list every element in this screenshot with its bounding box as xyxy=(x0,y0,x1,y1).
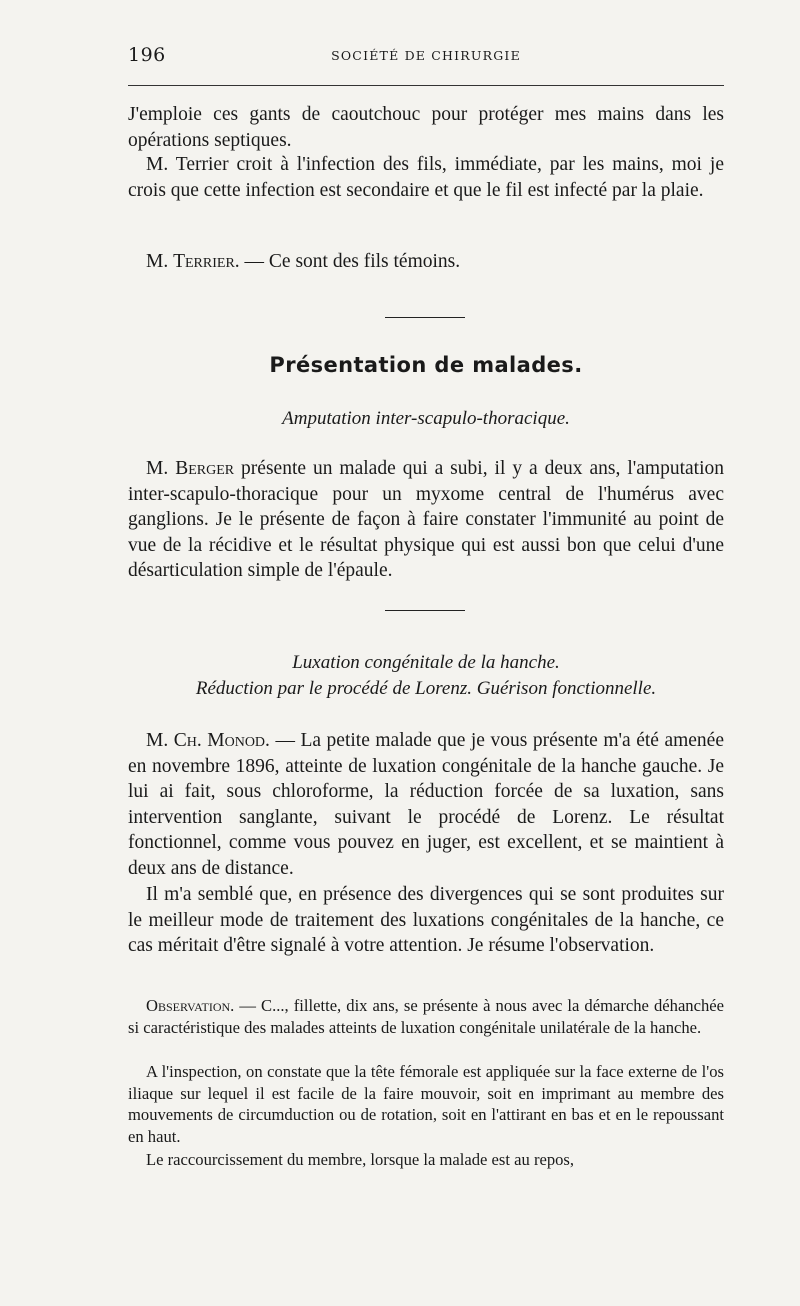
case2-title-line-1: Luxation congénitale de la hanche. xyxy=(292,652,560,673)
intro-paragraph-1: J'emploie ces gants de caoutchouc pour protéger mes mains dans les opérations septiques. xyxy=(128,104,724,151)
observation-text: . — C..., fillette, dix ans, se présente à nous avec la démarche déhanchée si caractéristique des malades atteints de luxation congénitale unilatérale de la hanche. xyxy=(128,996,724,1037)
page-number: 196 xyxy=(128,44,166,66)
case2-title-line-2: Réduction par le procédé de Lorenz. Guérison fonctionnelle. xyxy=(195,678,657,699)
case1-paragraph xyxy=(128,456,724,584)
book-page xyxy=(128,40,724,1169)
terrier-text: . — Ce sont des fils témoins. xyxy=(234,251,461,272)
observation-label: Observation xyxy=(146,996,231,1015)
case1-text: présente un malade qui a subi, il y a deux ans, l'amputation inter-scapulo-thoracique pour un myxome central de l'humérus avec ganglions. Je le présente de façon à faire constater l'immunité au point de vue de la récidive et le résultat physique qui est aussi bon que celui d'une désarticulation simple de l'épaule. xyxy=(128,458,724,581)
running-head: SOCIÉTÉ DE CHIRURGIE xyxy=(331,48,521,63)
speaker-monod: Ch. Monod xyxy=(173,730,266,751)
intro-paragraph-2: M. Terrier croit à l'infection des fils, immédiate, par les mains, moi je crois que cette infection est secondaire et que le fil est infecté par la plaie. xyxy=(128,154,724,201)
case2-prefix: M. xyxy=(146,730,174,751)
section-divider-2 xyxy=(385,610,465,611)
case1-title: Amputation inter-scapulo-thoracique. xyxy=(282,408,570,429)
case2-paragraph-2: Il m'a semblé que, en présence des divergences qui se sont produites sur le meilleur mode de traitement des luxations congénitales de la hanche, ce cas méritait d'être signalé à votre attention. Je résume l'observation. xyxy=(128,884,724,956)
header-rule xyxy=(128,85,724,86)
speaker-berger: Berger xyxy=(175,458,235,479)
observation-paragraph-3: Le raccourcissement du membre, lorsque la malade est au repos, xyxy=(146,1150,575,1169)
observation-paragraph-1 xyxy=(128,995,724,1038)
page-header xyxy=(128,40,724,70)
terrier-prefix: M. xyxy=(146,251,174,272)
case2-text: . — La petite malade que je vous présente m'a été amenée en novembre 1896, atteinte de luxation congénitale de la hanche gauche. Je lui ai fait, sous chloroforme, la réduction forcée de sa luxation, sans intervention sanglante, suivant le procédé de Lorenz. Le résultat fonctionnel, comme vous pouvez en juger, est excellent, et se maintient à deux ans de distance. xyxy=(128,730,724,879)
observation-paragraph-2: A l'inspection, on constate que la tête fémorale est appliquée sur la face externe de l'os iliaque sur lequel il est facile de la faire mouvoir, soit en imprimant au membre des mouvements de circumduction ou de rotation, soit en l'attirant en bas et en le repoussant en haut. xyxy=(128,1062,724,1146)
case2-paragraph-1 xyxy=(128,728,724,881)
speaker-terrier: Terrier xyxy=(173,251,235,272)
section-divider-1 xyxy=(385,317,465,318)
case1-prefix: M. xyxy=(146,458,176,479)
section-title: Présentation de malades. xyxy=(269,353,583,377)
terrier-reply xyxy=(128,249,724,275)
